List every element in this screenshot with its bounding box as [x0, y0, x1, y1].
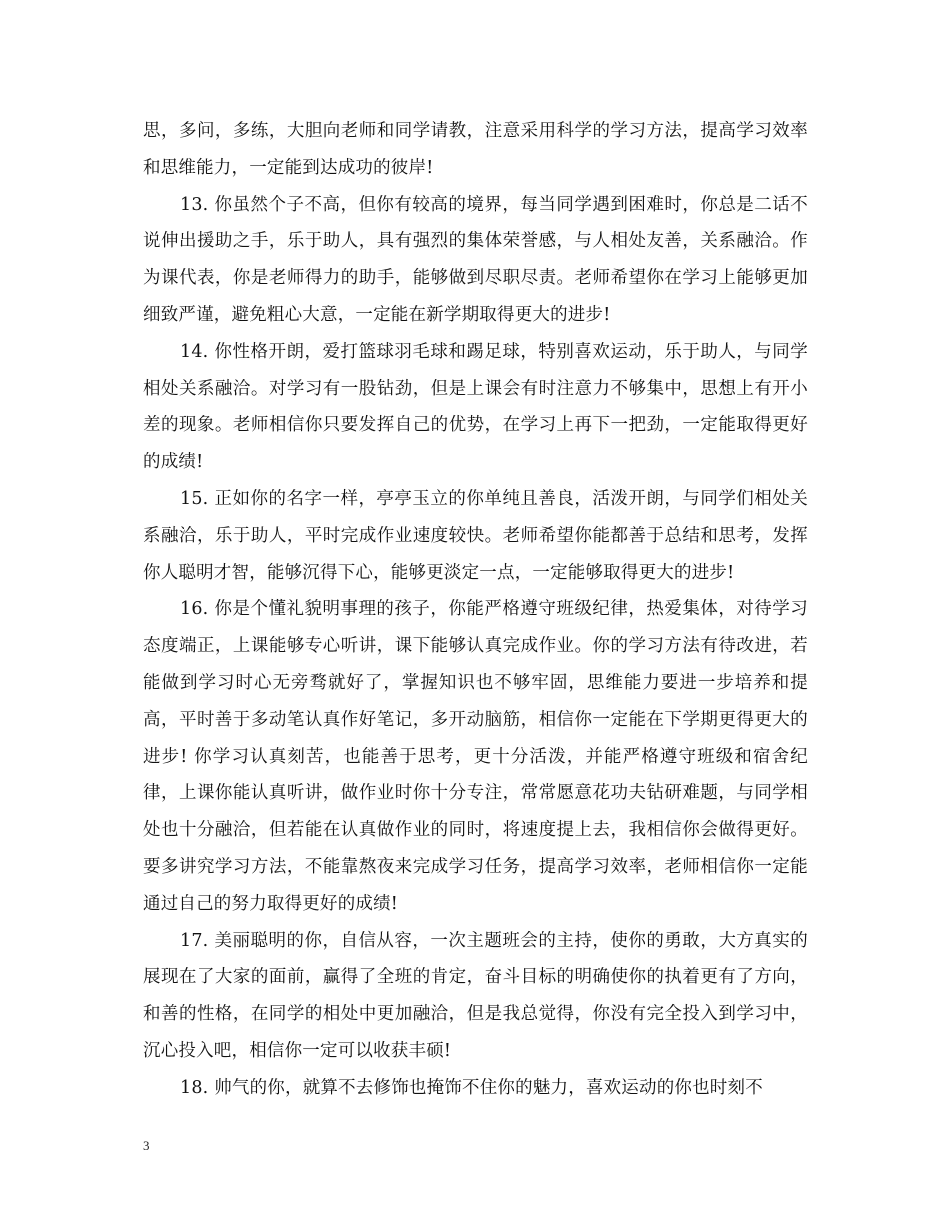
- paragraph-item-15: 15. 正如你的名字一样，亭亭玉立的你单纯且善良，活泼开朗，与同学们相处关系融洽，乐于助人，平时完成作业速度较快。老师希望你能都善于总结和思考，发挥你人聪明才智，能够沉得下心，能够更淡定一点，一定能够取得更大的进步!: [143, 488, 808, 583]
- paragraph-item-14: 14. 你性格开朗，爱打篮球羽毛球和踢足球，特别喜欢运动，乐于助人，与同学相处关系融洽。对学习有一股钻劲，但是上课会有时注意力不够集中，思想上有开小差的现象。老师相信你只要发挥自己的优势，在学习上再下一把劲，一定能取得更好的成绩!: [143, 341, 808, 473]
- paragraph-item-18: 18. 帅气的你，就算不去修饰也掩饰不住你的魅力，喜欢运动的你也时刻不: [180, 1077, 763, 1098]
- paragraph-item-13: 13. 你虽然个子不高，但你有较高的境界，每当同学遇到困难时，你总是二话不说伸出援助之手，乐于助人，具有强烈的集体荣誉感，与人相处友善，关系融洽。作为课代表，你是老师得力的助手，能够做到尽职尽责。老师希望你在学习上能够更加细致严谨，避免粗心大意，一定能在新学期取得更大的进步!: [143, 194, 808, 325]
- paragraph-item-17: 17. 美丽聪明的你，自信从容，一次主题班会的主持，使你的勇敢，大方真实的展现在了大家的面前，赢得了全班的肯定，奋斗目标的明确使你的执着更有了方向，和善的性格，在同学的相处中更加融洽，但是我总觉得，你没有完全投入到学习中，沉心投入吧，相信你一定可以收获丰硕!: [143, 930, 808, 1061]
- page-number: 3: [143, 1138, 150, 1153]
- paragraph-item-16: 16. 你是个懂礼貌明事理的孩子，你能严格遵守班级纪律，热爱集体，对待学习态度端正，上课能够专心听讲，课下能够认真完成作业。你的学习方法有待改进，若能做到学习时心无旁骛就好了，掌握知识也不够牢固，思维能力要进一步培养和提高，平时善于多动笔认真作好笔记，多开动脑筋，相信你一定能在下学期更得更大的进步! 你学习认真刻苦，也能善于思考，更十分活泼，并能严格遵守班级和宿舍纪律，上课你能认真听讲，做作业时你十分专注，常常愿意花功夫钻研难题，与同学相处也十分融洽，但若能在认真做作业的同时，将速度提上去，我相信你会做得更好。要多讲究学习方法，不能靠熬夜来完成学习任务，提高学习效率，老师相信你一定能通过自己的努力取得更好的成绩!: [143, 599, 808, 914]
- paragraph-continuation: 思，多问，多练，大胆向老师和同学请教，注意采用科学的学习方法，提高学习效率和思维能力，一定能到达成功的彼岸!: [143, 121, 808, 178]
- document-body: [143, 113, 808, 1107]
